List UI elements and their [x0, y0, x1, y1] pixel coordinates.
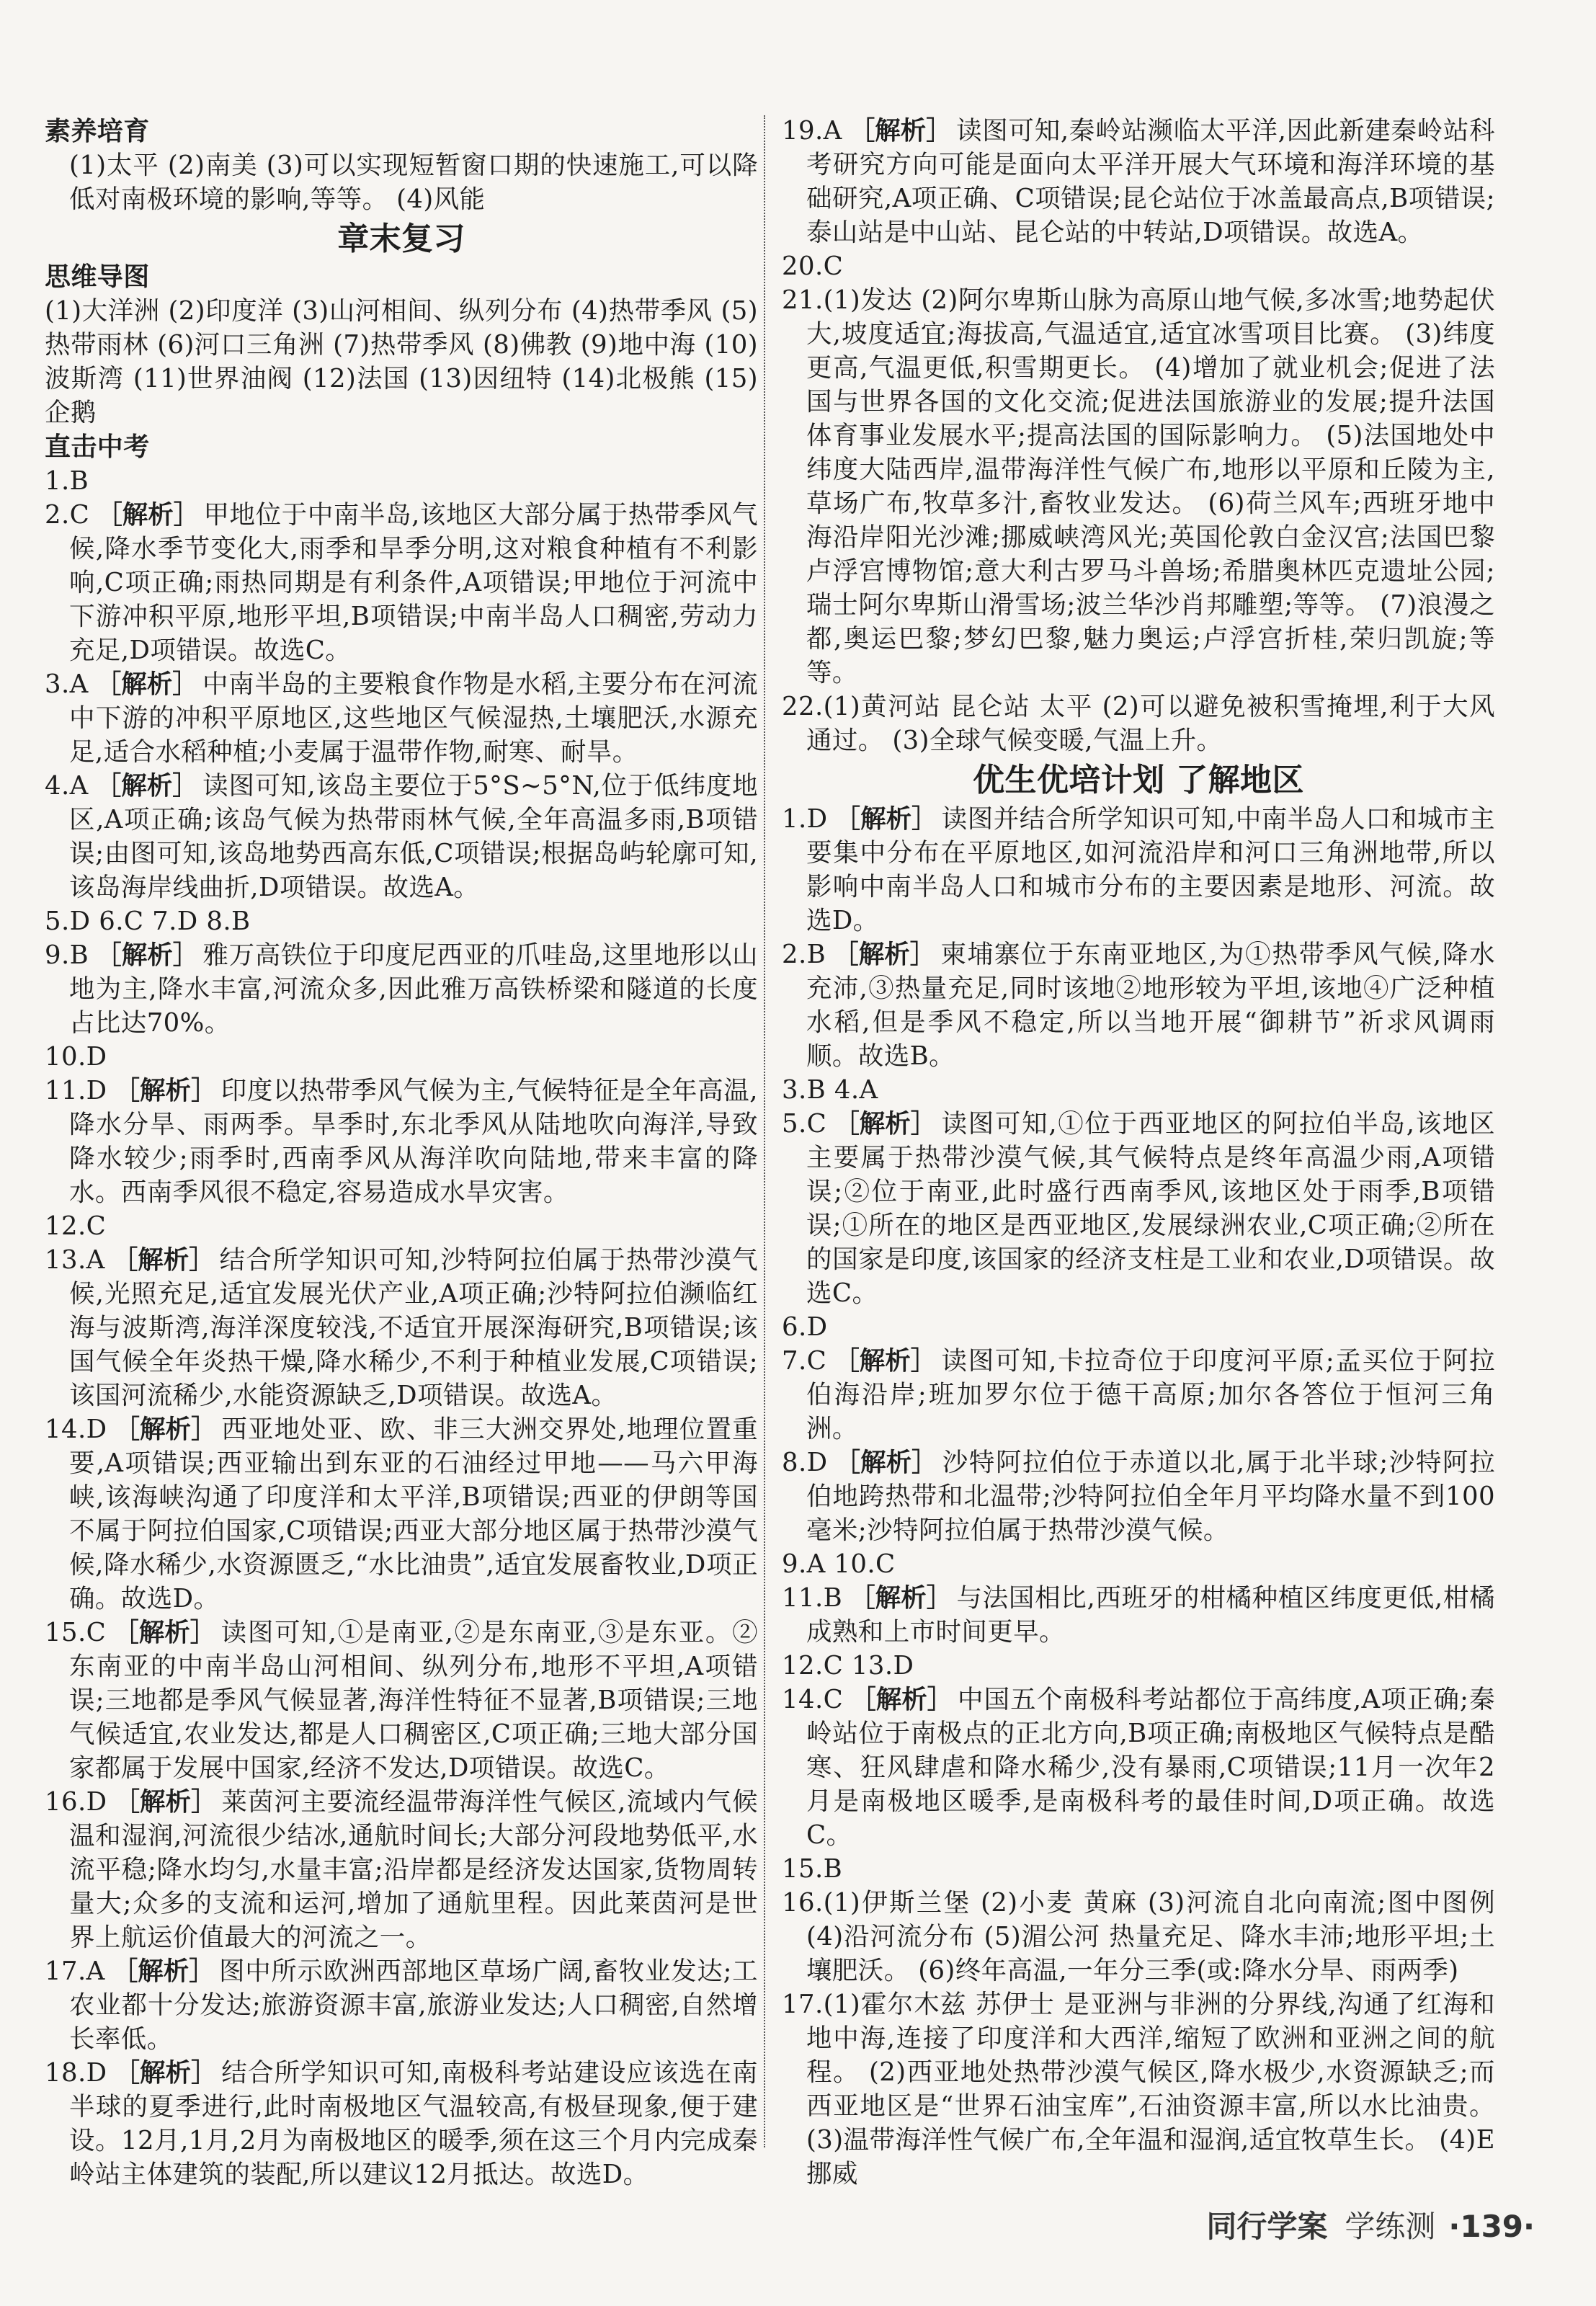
- answer-item: [45, 1954, 758, 2056]
- answer-item: [45, 1785, 758, 1954]
- left-column: [45, 114, 758, 2191]
- column-divider: [764, 115, 765, 2147]
- footer-brand: 同行学案: [1206, 2209, 1328, 2244]
- analysis-tag: ［ 解析 ］: [834, 1107, 936, 1141]
- right-column: [782, 114, 1495, 2191]
- answer-number: 11.D: [45, 1076, 107, 1105]
- answer-number: 2.B: [782, 940, 826, 969]
- analysis-tag: ［ 解析 ］: [835, 802, 937, 836]
- answer-item: [45, 1243, 758, 1412]
- answer-number: 4.A: [45, 771, 89, 801]
- answer-item: [782, 1446, 1495, 1547]
- plan-section-title: 优生优培计划 了解地区: [973, 762, 1304, 798]
- answer-text: 与法国相比,西班牙的柑橘种植区纬度更低,柑橘成熟和上市时间更早。: [806, 1583, 1495, 1647]
- answer-number: 15.C: [45, 1618, 107, 1647]
- answer-number: 5.D 6.C 7.D 8.B: [45, 907, 251, 936]
- answer-text: 中国五个南极科考站都位于高纬度,A项正确;秦岭站位于南极点的正北方向,B项正确;南极地区气候特点是酷寒、狂风肆虐和降水稀少,没有暴雨,C项错误;11月一次年2月是南极地区暖季,是南极科考的最佳时间,D项正确。故选C。: [806, 1685, 1495, 1850]
- answer-text: 结合所学知识可知,南极科考站建设应该选在南半球的夏季进行,此时南极地区气温较高,有极昼现象,便于建设。12月,1月,2月为南极地区的暖季,须在这三个月内完成秦岭站主体建筑的装配,所以建议12月抵达。故选D。: [69, 2058, 758, 2189]
- answer-item: [45, 2056, 758, 2191]
- answer-item: [45, 498, 758, 667]
- analysis-tag: ［ 解析 ］: [115, 2056, 217, 2090]
- answer-item: [782, 1344, 1495, 1446]
- answer-item: [782, 802, 1495, 938]
- analysis-tag: ［ 解析 ］: [835, 1446, 937, 1479]
- page-footer: [1206, 2208, 1535, 2245]
- mindmap-heading: 思维导图: [45, 262, 150, 292]
- answer-number: 3.B 4.A: [782, 1075, 878, 1105]
- analysis-tag: ［ 解析 ］: [850, 1683, 953, 1717]
- analysis-tag: ［ 解析 ］: [850, 114, 952, 148]
- answer-text: 沙特阿拉伯位于赤道以北,属于北半球;沙特阿拉伯地跨热带和北温带;沙特阿拉伯全年月平均降水量不到100毫米;沙特阿拉伯属于热带沙漠气候。: [806, 1448, 1495, 1545]
- answer-text: 读图可知,秦岭站濒临太平洋,因此新建秦岭站科考研究方向可能是面向太平洋开展大气环境和海洋环境的基础研究,A项正确、C项错误;昆仑站位于冰盖最高点,B项错误;泰山站是中山站、昆仑站的中转站,D项错误。故选A。: [806, 116, 1495, 247]
- answer-text: (1)发达 (2)阿尔卑斯山脉为高原山地气候,多冰雪;地势起伏大,坡度适宜;海拔高,气温适宜,适宜冰雪项目比赛。 (3)纬度更高,气温更低,积雪期更长。 (4)增加了就业机会;促进了法国与世界各国的文化交流;促进法国旅游业的发展;提升法国体育事业发展水平;提高法国的国际影响力。 (5)法国地处中纬度大陆西岸,温带海洋性气候广布,地形以平原和丘陵为主,草场广布,牧草多汁,畜牧业发达。 (6)荷兰风车;西班牙地中海沿岸阳光沙滩;挪威峡湾风光;英国伦敦白金汉宫;法国巴黎卢浮宫博物馆;意大利古罗马斗兽场;希腊奥林匹克遗址公园;瑞士阿尔卑斯山滑雪场;波兰华沙肖邦雕塑;等等。 (7)浪漫之都,奥运巴黎;梦幻巴黎,魅力奥运;卢浮宫折桂,荣归凯旋;等等。: [806, 285, 1495, 687]
- exam-heading: 直击中考: [45, 432, 150, 462]
- answer-item: [45, 904, 758, 938]
- answer-number: 12.C 13.D: [782, 1651, 914, 1680]
- answer-number: 10.D: [45, 1042, 107, 1072]
- answer-text: (1)黄河站 昆仑站 太平 (2)可以避免被积雪掩埋,利于大风通过。 (3)全球气候变暖,气温上升。: [806, 692, 1495, 755]
- answer-text: 柬埔寨位于东南亚地区,为①热带季风气候,降水充沛,③热量充足,同时该地②地形较为平坦,该地④广泛种植水稻,但是季风不稳定,所以当地开展“御耕节”祈求风调雨顺。故选B。: [806, 940, 1495, 1071]
- answer-text: 图中所示欧洲西部地区草场广阔,畜牧业发达;工农业都十分发达;旅游资源丰富,旅游业发达;人口稠密,自然增长率低。: [69, 1956, 758, 2054]
- answer-item: [782, 1310, 1495, 1344]
- answer-number: 22.: [782, 692, 824, 721]
- answer-text: 中南半岛的主要粮食作物是水稻,主要分布在河流中下游的冲积平原地区,这些地区气候湿热,土壤肥沃,水源充足,适合水稻种植;小麦属于温带作物,耐寒、耐旱。: [69, 669, 758, 767]
- analysis-tag: ［ 解析 ］: [115, 1785, 217, 1819]
- mindmap-text: (1)大洋洲 (2)印度洋 (3)山河相间、纵列分布 (4)热带季风 (5)热带雨林 (6)河口三角洲 (7)热带季风 (8)佛教 (9)地中海 (10)波斯湾 (11)世界油阀 (12)法国 (13)因纽特 (14)北极熊 (15)企鹅: [45, 296, 758, 427]
- answer-item: [782, 1649, 1495, 1683]
- analysis-tag: ［ 解析 ］: [833, 938, 935, 971]
- answer-item: [782, 249, 1495, 283]
- answer-item: [782, 1107, 1495, 1310]
- answer-item: [782, 1886, 1495, 1987]
- answer-text: (1)伊斯兰堡 (2)小麦 黄麻 (3)河流自北向南流;图中图例 (4)沿河流分布 (5)湄公河 热量充足、降水丰沛;地形平坦;土壤肥沃。 (6)终年高温,一年分三季(或:降水分旱、雨两季): [806, 1888, 1495, 1985]
- answer-item: [45, 1074, 758, 1209]
- answer-item: [45, 1209, 758, 1243]
- answer-text: 读图并结合所学知识可知,中南半岛人口和城市主要集中分布在平原地区,如河流沿岸和河口三角洲地带,所以影响中南半岛人口和城市分布的主要因素是地形、河流。故选D。: [806, 804, 1495, 935]
- answer-number: 9.A 10.C: [782, 1549, 896, 1579]
- answer-text: 结合所学知识可知,沙特阿拉伯属于热带沙漠气候,光照充足,适宜发展光伏产业,A项正确;沙特阿拉伯濒临红海与波斯湾,海洋深度较浅,不适宜开展深海研究,B项错误;该国气候全年炎热干燥,降水稀少,不利于种植业发展,C项错误;该国河流稀少,水能资源缺乏,D项错误。故选A。: [69, 1245, 758, 1410]
- answer-text: 读图可知,①位于西亚地区的阿拉伯半岛,该地区主要属于热带沙漠气候,其气候特点是终年高温少雨,A项错误;②位于南亚,此时盛行西南季风,该地区处于雨季,B项错误;①所在的地区是西亚地区,发展绿洲农业,C项正确;②所在的国家是印度,该国家的经济支柱是工业和农业,D项错误。故选C。: [806, 1109, 1495, 1308]
- answer-number: 16.D: [45, 1787, 107, 1817]
- answer-number: 14.D: [45, 1415, 107, 1444]
- answer-text: 雅万高铁位于印度尼西亚的爪哇岛,这里地形以山地为主,降水丰富,河流众多,因此雅万高铁桥梁和隧道的长度占比达70%。: [69, 940, 758, 1038]
- analysis-tag: ［ 解析 ］: [112, 1243, 215, 1277]
- answer-number: 16.: [782, 1888, 824, 1918]
- answer-number: 17.A: [45, 1956, 105, 1986]
- analysis-tag: ［ 解析 ］: [112, 1954, 215, 1988]
- answer-item: [45, 1040, 758, 1074]
- answer-number: 15.B: [782, 1854, 843, 1884]
- answer-number: 1.B: [45, 466, 89, 496]
- answer-number: 18.D: [45, 2058, 107, 2088]
- exam-answer-list: [45, 464, 758, 2191]
- answer-item: [45, 464, 758, 498]
- analysis-tag: ［ 解析 ］: [97, 498, 199, 532]
- answer-item: [782, 1581, 1495, 1649]
- chapter-review-title: 章末复习: [337, 221, 465, 257]
- answer-number: 1.D: [782, 804, 828, 834]
- analysis-tag: ［ 解析 ］: [113, 1616, 215, 1650]
- answer-item: [45, 938, 758, 1040]
- answer-item: [45, 1616, 758, 1785]
- answer-number: 8.D: [782, 1448, 828, 1477]
- page-number: ·139·: [1448, 2209, 1535, 2244]
- analysis-tag: ［ 解析 ］: [96, 769, 198, 803]
- answer-item: [782, 114, 1495, 249]
- answer-item: [782, 1987, 1495, 2191]
- analysis-tag: ［ 解析 ］: [96, 667, 198, 701]
- analysis-tag: ［ 解析 ］: [834, 1344, 936, 1378]
- analysis-tag: ［ 解析 ］: [96, 938, 198, 972]
- answer-item: [782, 1683, 1495, 1852]
- answer-item: [782, 1547, 1495, 1581]
- answer-number: 3.A: [45, 669, 89, 699]
- answer-item: [45, 667, 758, 769]
- answer-number: 20.C: [782, 251, 844, 281]
- answer-text: 甲地位于中南半岛,该地区大部分属于热带季风气候,降水季节变化大,雨季和旱季分明,这对粮食种植有不利影响,C项正确;雨热同期是有利条件,A项错误;甲地位于河流中下游冲积平原,地形平坦,B项错误;中南半岛人口稠密,劳动力充足,D项错误。故选C。: [69, 500, 758, 665]
- answer-text: 读图可知,该岛主要位于5°S~5°N,位于低纬度地区,A项正确;该岛气候为热带雨林气候,全年高温多雨,B项错误;由图可知,该岛地势西高东低,C项错误;根据岛屿轮廓可知,该岛海岸线曲折,D项错误。故选A。: [69, 771, 758, 902]
- analysis-tag: ［ 解析 ］: [850, 1581, 952, 1615]
- answer-text: 莱茵河主要流经温带海洋性气候区,流域内气候温和湿润,河流很少结冰,通航时间长;大部分河段地势低平,水流平稳;降水均匀,水量丰富;沿岸都是经济发达国家,货物周转量大;众多的支流和运河,增加了通航里程。因此莱茵河是世界上航运价值最大的河流之一。: [69, 1787, 758, 1952]
- answer-list-continued: [782, 114, 1495, 757]
- answer-item: [782, 1852, 1495, 1886]
- answer-number: 17.: [782, 1990, 824, 2019]
- answer-text: 读图可知,①是南亚,②是东南亚,③是东亚。②东南亚的中南半岛山河相间、纵列分布,地形不平坦,A项错误;三地都是季风气候显著,海洋性特征不显著,B项错误;三地气候适宜,农业发达,都是人口稠密区,C项正确;三地大部分国家都属于发展中国家,经济不发达,D项错误。故选C。: [69, 1618, 758, 1783]
- suyang-text: (1)太平 (2)南美 (3)可以实现短暂窗口期的快速施工,可以降低对南极环境的影响,等等。 (4)风能: [69, 151, 758, 214]
- answer-item: [782, 1073, 1495, 1107]
- answer-item: [782, 690, 1495, 757]
- answer-text: 西亚地处亚、欧、非三大洲交界处,地理位置重要,A项错误;西亚输出到东亚的石油经过甲地——马六甲海峡,该海峡沟通了印度洋和太平洋,B项错误;西亚的伊朗等国不属于阿拉伯国家,C项错误;西亚大部分地区属于热带沙漠气候,降水稀少,水资源匮乏,“水比油贵”,适宜发展畜牧业,D项正确。故选D。: [69, 1415, 758, 1613]
- answer-number: 9.B: [45, 940, 89, 970]
- analysis-tag: ［ 解析 ］: [115, 1412, 217, 1446]
- answer-text: 读图可知,卡拉奇位于印度河平原;孟买位于阿拉伯海沿岸;班加罗尔位于德干高原;加尔各答位于恒河三角洲。: [806, 1346, 1495, 1443]
- answer-text: (1)霍尔木兹 苏伊士 是亚洲与非洲的分界线,沟通了红海和地中海,连接了印度洋和大西洋,缩短了欧洲和亚洲之间的航程。 (2)西亚地处热带沙漠气候区,降水极少,水资源缺乏;而西亚地区是“世界石油宝库”,石油资源丰富,所以水比油贵。 (3)温带海洋性气候广布,全年温和湿润,适宜牧草生长。 (4)E 挪威: [806, 1990, 1495, 2189]
- answer-number: 7.C: [782, 1346, 827, 1376]
- answer-number: 13.A: [45, 1245, 105, 1275]
- plan-answer-list: [782, 802, 1495, 2191]
- answer-number: 21.: [782, 285, 824, 315]
- answer-text: 印度以热带季风气候为主,气候特征是全年高温,降水分旱、雨两季。旱季时,东北季风从陆地吹向海洋,导致降水较少;雨季时,西南季风从海洋吹向陆地,带来丰富的降水。西南季风很不稳定,容易造成水旱灾害。: [69, 1076, 758, 1207]
- answer-number: 19.A: [782, 116, 842, 146]
- answer-item: [782, 283, 1495, 690]
- suyang-heading: 素养培育: [45, 117, 150, 146]
- answer-number: 11.B: [782, 1583, 843, 1613]
- answer-number: 14.C: [782, 1685, 844, 1714]
- answer-number: 5.C: [782, 1109, 827, 1139]
- answer-number: 6.D: [782, 1312, 828, 1342]
- answer-number: 12.C: [45, 1211, 107, 1241]
- answer-item: [782, 938, 1495, 1073]
- answer-item: [45, 769, 758, 904]
- answer-number: 2.C: [45, 500, 90, 530]
- analysis-tag: ［ 解析 ］: [115, 1074, 217, 1108]
- footer-subtitle: 学练测: [1345, 2209, 1436, 2244]
- answer-item: [45, 1412, 758, 1616]
